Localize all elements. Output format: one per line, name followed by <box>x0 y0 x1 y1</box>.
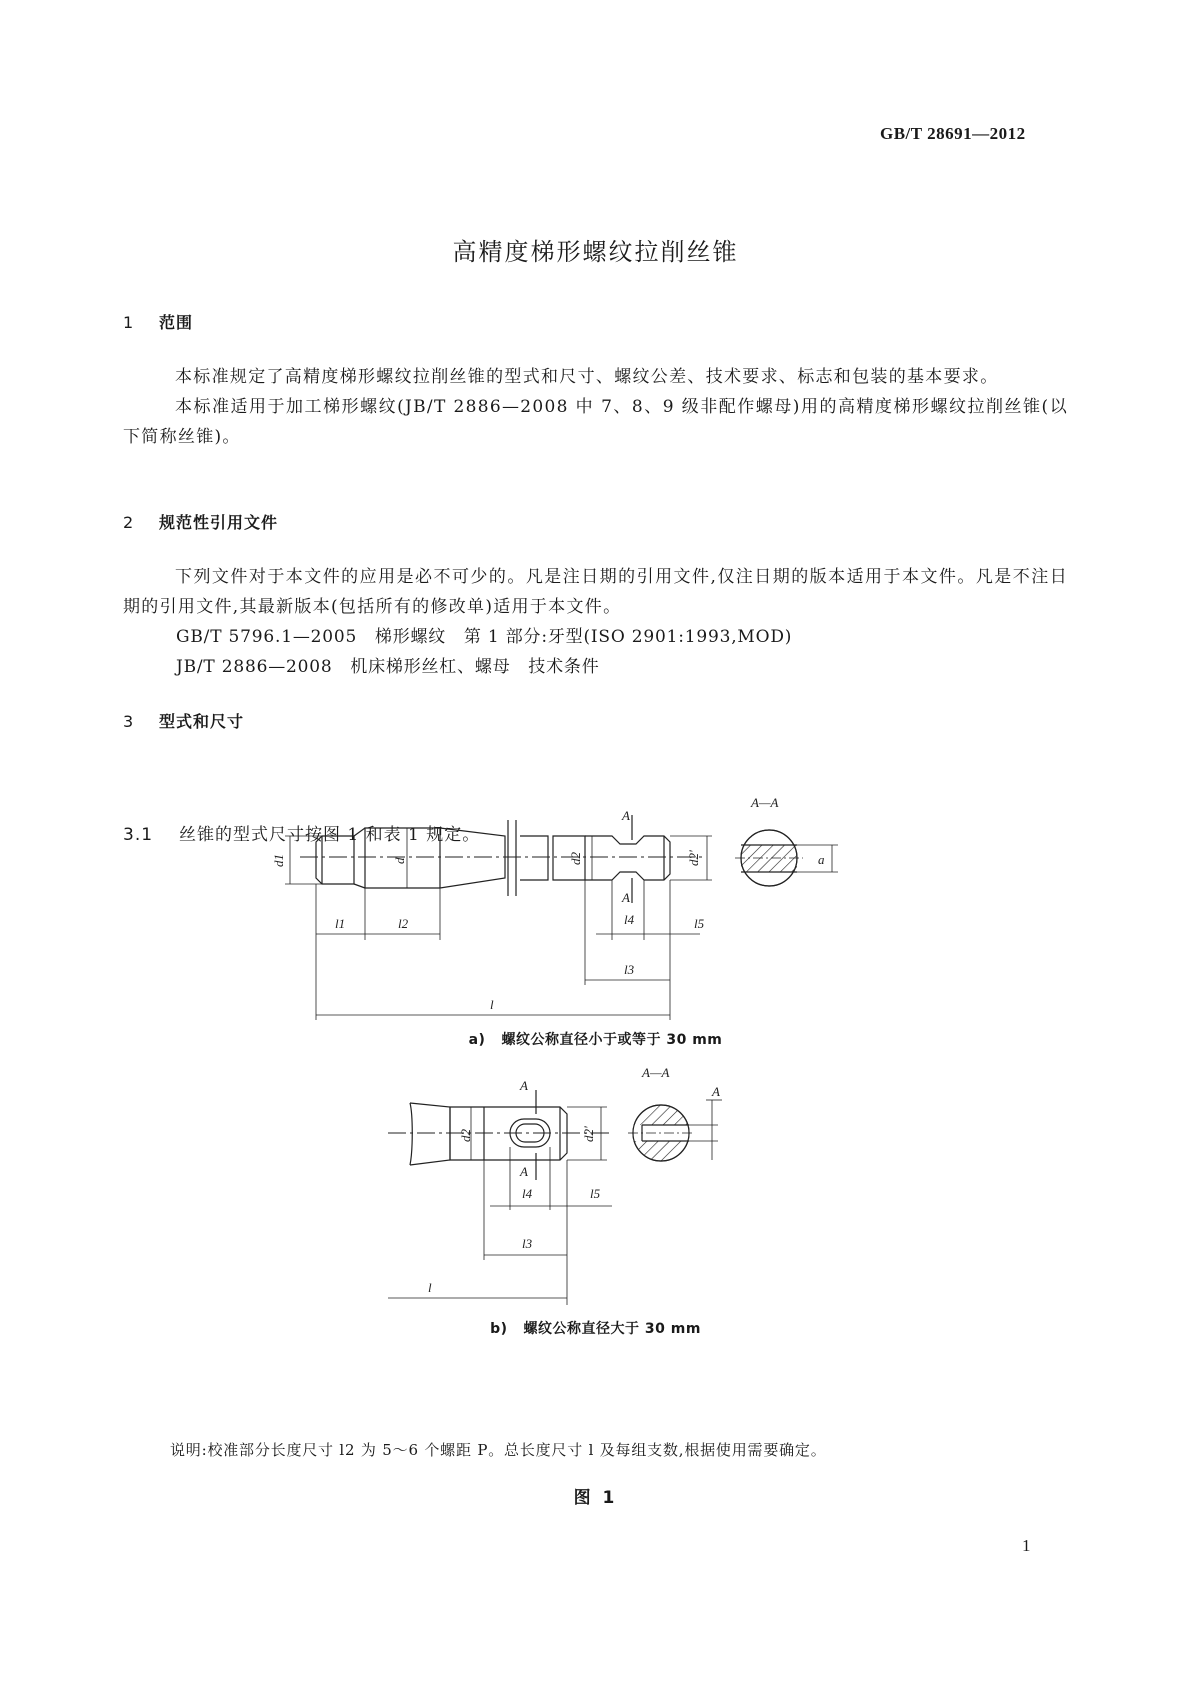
reference-item: GB/T 5796.1—2005 梯形螺纹 第 1 部分:牙型(ISO 2901:1993,MOD) <box>176 627 793 647</box>
section-number: 3 <box>123 712 135 731</box>
paragraph: 本标准适用于加工梯形螺纹(JB/T 2886—2008 中 7、8、9 级非配作螺母)用的高精度梯形螺纹拉削丝锥(以下简称丝锥)。 <box>123 397 1068 447</box>
caption-label: b) <box>490 1321 508 1337</box>
label-d2-prime: d2' <box>581 1126 596 1142</box>
clause-text: 丝锥的型式尺寸按图 1 和表 1 规定。 <box>179 825 481 845</box>
figure-1b-drawing <box>380 1060 740 1310</box>
figure-title: 图 1 <box>573 1488 618 1508</box>
label-a: a <box>818 852 825 867</box>
figure-1a-caption <box>0 1029 1191 1049</box>
section-title: 型式和尺寸 <box>159 712 245 731</box>
label-d2-prime: d2' <box>686 850 701 866</box>
label-l4: l4 <box>522 1186 533 1201</box>
label-A: A <box>520 1078 528 1093</box>
label-A: A <box>622 890 630 905</box>
label-d2: d2 <box>568 852 583 865</box>
section-3-heading <box>123 709 244 732</box>
label-A: A <box>712 1084 720 1099</box>
label-A: A <box>520 1164 528 1179</box>
label-A: A <box>622 808 630 823</box>
label-l3: l3 <box>624 962 635 977</box>
section-number: 2 <box>123 513 135 532</box>
label-l5: l5 <box>694 916 705 931</box>
caption-text: 螺纹公称直径小于或等于 30 mm <box>501 1032 723 1048</box>
label-l2: l2 <box>398 916 409 931</box>
section-2-body <box>123 562 1068 622</box>
label-l4: l4 <box>624 912 635 927</box>
section-title: 规范性引用文件 <box>159 513 279 532</box>
section-label-b: A—A <box>642 1065 670 1080</box>
label-l1: l1 <box>335 916 346 931</box>
label-d: d <box>392 857 407 864</box>
paragraph: 下列文件对于本文件的应用是必不可少的。凡是注日期的引用文件,仅注日期的版本适用于本文件。凡是不注日期的引用文件,其最新版本(包括所有的修改单)适用于本文件。 <box>123 567 1068 617</box>
clause-number: 3.1 <box>123 825 154 845</box>
section-1-body <box>123 362 1068 452</box>
label-d1: d1 <box>271 854 286 867</box>
section-2-heading <box>123 510 278 533</box>
section-1-heading <box>123 310 193 333</box>
caption-label: a) <box>468 1032 486 1048</box>
label-l: l <box>428 1280 432 1295</box>
label-l: l <box>490 997 494 1012</box>
figure-1a-drawing <box>260 780 880 1030</box>
section-number: 1 <box>123 313 135 332</box>
label-l3: l3 <box>522 1236 533 1251</box>
paragraph: 本标准规定了高精度梯形螺纹拉削丝锥的型式和尺寸、螺纹公差、技术要求、标志和包装的基本要求。 <box>175 367 999 387</box>
section-label-a: A—A <box>751 795 779 810</box>
reference-item: JB/T 2886—2008 机床梯形丝杠、螺母 技术条件 <box>176 657 600 677</box>
document-title: 高精度梯形螺纹拉削丝锥 <box>452 238 739 266</box>
figure-note: 说明:校准部分长度尺寸 l2 为 5～6 个螺距 P。总长度尺寸 l 及每组支数,根据使用需要确定。 <box>170 1441 827 1459</box>
label-d2: d2 <box>458 1129 473 1142</box>
section-title: 范围 <box>159 313 194 332</box>
standard-number: GB/T 28691—2012 <box>880 124 1026 143</box>
caption-text: 螺纹公称直径大于 30 mm <box>523 1321 701 1337</box>
page-number: 1 <box>1022 1536 1031 1555</box>
label-l5: l5 <box>590 1186 601 1201</box>
figure-1b-caption <box>0 1318 1191 1338</box>
